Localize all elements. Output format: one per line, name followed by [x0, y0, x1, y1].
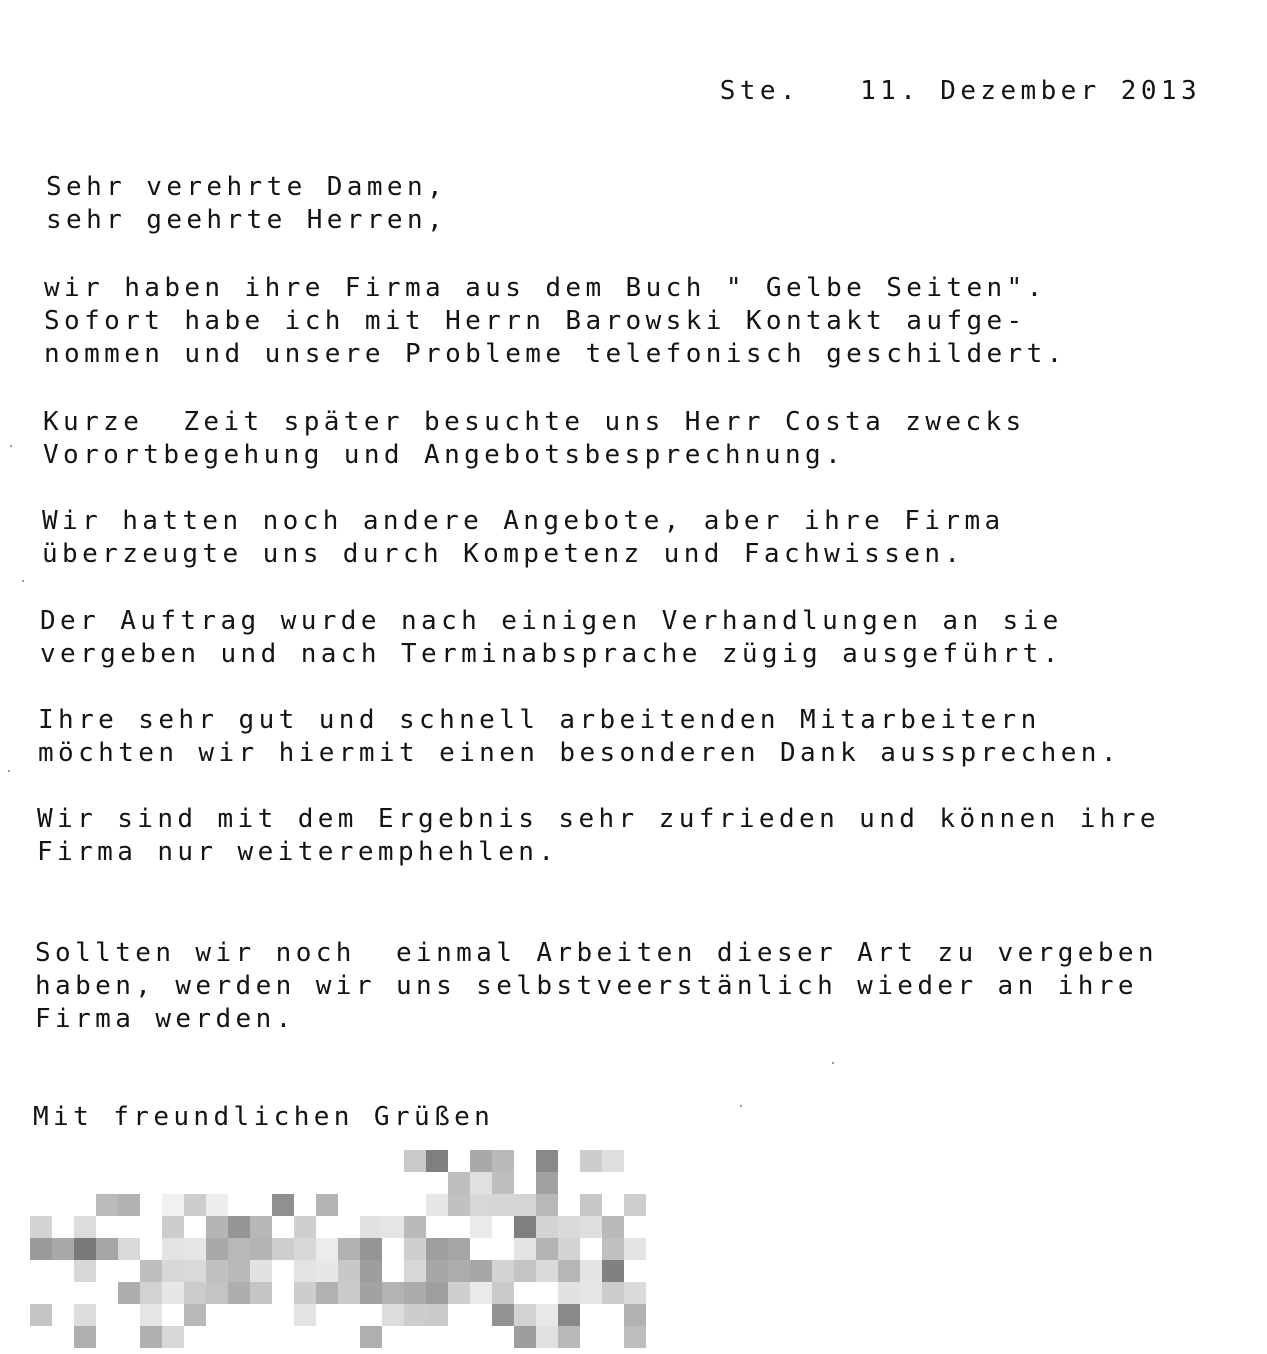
- signature-pixel: [140, 1304, 162, 1326]
- signature-pixel: [448, 1260, 470, 1282]
- dateline: Ste. 11. Dezember 2013: [719, 76, 1201, 106]
- signature-pixel: [30, 1238, 52, 1260]
- signature-pixel: [514, 1194, 536, 1216]
- signature-pixel: [470, 1282, 492, 1304]
- paragraph-6-line-2: Firma nur weiteremphehlen.: [37, 837, 559, 867]
- signature-pixel: [206, 1238, 228, 1260]
- signature-pixel: [448, 1172, 470, 1194]
- paragraph-1-line-3: nommen und unsere Probleme telefonisch geschildert.: [44, 339, 1067, 369]
- paragraph-2-line-2: Vorortbegehung und Angebotsbesprechnung.: [43, 440, 846, 470]
- signature-pixel: [338, 1260, 360, 1282]
- signature-pixel: [338, 1282, 360, 1304]
- signature-pixel: [448, 1282, 470, 1304]
- signature-pixel: [96, 1238, 118, 1260]
- signature-pixel: [558, 1282, 580, 1304]
- paragraph-1-line-2: Sofort habe ich mit Herrn Barowski Kontakt aufge-: [44, 306, 1027, 336]
- paragraph-5-line-2: möchten wir hiermit einen besonderen Dank aussprechen.: [38, 738, 1121, 768]
- signature-pixel: [492, 1282, 514, 1304]
- signature-pixel: [250, 1238, 272, 1260]
- signature-pixel: [184, 1194, 206, 1216]
- paragraph-1-line-1: wir haben ihre Firma aus dem Buch " Gelbe Seiten".: [44, 273, 1047, 303]
- signature-pixel: [118, 1238, 140, 1260]
- signature-pixel: [360, 1326, 382, 1348]
- signature-pixel: [448, 1194, 470, 1216]
- signature-pixel: [184, 1282, 206, 1304]
- paragraph-7-line-3: Firma werden.: [35, 1004, 296, 1034]
- signature-pixel: [52, 1238, 74, 1260]
- signature-pixel: [140, 1282, 162, 1304]
- signature-pixel: [74, 1326, 96, 1348]
- signature-pixel: [536, 1194, 558, 1216]
- signature-pixel: [426, 1238, 448, 1260]
- signature-pixel: [536, 1172, 558, 1194]
- signature-pixel: [514, 1238, 536, 1260]
- signature-pixel: [470, 1150, 492, 1172]
- paragraph-7-line-1: Sollten wir noch einmal Arbeiten dieser Art zu vergeben: [35, 938, 1158, 968]
- signature-pixel: [404, 1304, 426, 1326]
- signature-pixel: [228, 1260, 250, 1282]
- signature-pixel: [250, 1282, 272, 1304]
- paragraph-5-line-1: Ihre sehr gut und schnell arbeitenden Mitarbeitern: [38, 705, 1041, 735]
- paragraph-4-line-1: Der Auftrag wurde nach einigen Verhandlungen an sie: [40, 606, 1063, 636]
- signature-pixel: [316, 1260, 338, 1282]
- scan-speck: [740, 1105, 742, 1107]
- signature-pixel: [514, 1304, 536, 1326]
- signature-pixel: [382, 1282, 404, 1304]
- signature-pixel: [206, 1216, 228, 1238]
- signature-pixel: [448, 1238, 470, 1260]
- signature-pixel: [602, 1260, 624, 1282]
- signature-pixel: [536, 1238, 558, 1260]
- signature-pixel: [514, 1216, 536, 1238]
- paragraph-4-line-2: vergeben und nach Terminabsprache zügig ausgeführt.: [40, 639, 1063, 669]
- signature-pixel: [624, 1326, 646, 1348]
- signature-pixel: [294, 1238, 316, 1260]
- signature-pixel: [360, 1260, 382, 1282]
- signature-pixel: [426, 1304, 448, 1326]
- signature-pixel: [250, 1216, 272, 1238]
- pixelated-signature: [30, 1150, 650, 1350]
- paragraph-2-line-1: Kurze Zeit später besuchte uns Herr Costa zwecks: [43, 407, 1026, 437]
- signature-pixel: [382, 1304, 404, 1326]
- signature-pixel: [382, 1216, 404, 1238]
- signature-pixel: [338, 1238, 360, 1260]
- signature-pixel: [162, 1238, 184, 1260]
- signature-pixel: [140, 1326, 162, 1348]
- signature-pixel: [602, 1238, 624, 1260]
- signature-pixel: [558, 1326, 580, 1348]
- signature-pixel: [162, 1282, 184, 1304]
- signature-pixel: [404, 1216, 426, 1238]
- signature-pixel: [624, 1282, 646, 1304]
- signature-pixel: [404, 1260, 426, 1282]
- signature-pixel: [294, 1260, 316, 1282]
- signature-pixel: [536, 1150, 558, 1172]
- signature-pixel: [536, 1326, 558, 1348]
- signature-pixel: [492, 1304, 514, 1326]
- signature-pixel: [558, 1260, 580, 1282]
- signature-pixel: [162, 1260, 184, 1282]
- signature-pixel: [228, 1216, 250, 1238]
- paragraph-3-line-1: Wir hatten noch andere Angebote, aber ihre Firma: [42, 506, 1005, 536]
- signature-pixel: [492, 1194, 514, 1216]
- signature-pixel: [602, 1216, 624, 1238]
- signature-pixel: [360, 1216, 382, 1238]
- signature-pixel: [426, 1282, 448, 1304]
- signature-pixel: [492, 1150, 514, 1172]
- signature-pixel: [184, 1260, 206, 1282]
- signature-pixel: [602, 1282, 624, 1304]
- signature-pixel: [250, 1260, 272, 1282]
- greeting-line-1: Sehr verehrte Damen,: [46, 172, 448, 202]
- signature-pixel: [404, 1150, 426, 1172]
- signature-pixel: [558, 1238, 580, 1260]
- signature-pixel: [404, 1238, 426, 1260]
- signature-pixel: [536, 1260, 558, 1282]
- signature-pixel: [580, 1194, 602, 1216]
- signature-pixel: [514, 1326, 536, 1348]
- signature-pixel: [294, 1282, 316, 1304]
- signature-pixel: [470, 1172, 492, 1194]
- signature-pixel: [360, 1282, 382, 1304]
- signature-pixel: [162, 1194, 184, 1216]
- signature-pixel: [426, 1194, 448, 1216]
- signature-pixel: [536, 1304, 558, 1326]
- signature-pixel: [272, 1194, 294, 1216]
- signature-pixel: [294, 1304, 316, 1326]
- signature-pixel: [514, 1260, 536, 1282]
- signature-pixel: [206, 1260, 228, 1282]
- closing: Mit freundlichen Grüßen: [33, 1102, 495, 1132]
- paragraph-3-line-2: überzeugte uns durch Kompetenz und Fachwissen.: [42, 539, 965, 569]
- signature-pixel: [580, 1260, 602, 1282]
- signature-pixel: [470, 1216, 492, 1238]
- signature-pixel: [426, 1260, 448, 1282]
- signature-pixel: [74, 1304, 96, 1326]
- signature-pixel: [492, 1172, 514, 1194]
- paragraph-6-line-1: Wir sind mit dem Ergebnis sehr zufrieden und können ihre: [37, 804, 1160, 834]
- signature-pixel: [624, 1194, 646, 1216]
- signature-pixel: [74, 1216, 96, 1238]
- signature-pixel: [74, 1238, 96, 1260]
- scan-speck: [8, 770, 10, 772]
- signature-pixel: [228, 1282, 250, 1304]
- signature-pixel: [140, 1260, 162, 1282]
- signature-pixel: [624, 1304, 646, 1326]
- signature-pixel: [580, 1282, 602, 1304]
- signature-pixel: [316, 1194, 338, 1216]
- greeting-line-2: sehr geehrte Herren,: [46, 205, 448, 235]
- signature-pixel: [162, 1216, 184, 1238]
- signature-pixel: [184, 1304, 206, 1326]
- signature-pixel: [206, 1194, 228, 1216]
- signature-pixel: [294, 1216, 316, 1238]
- signature-pixel: [470, 1194, 492, 1216]
- signature-pixel: [360, 1238, 382, 1260]
- signature-pixel: [96, 1194, 118, 1216]
- signature-pixel: [118, 1282, 140, 1304]
- signature-pixel: [536, 1216, 558, 1238]
- signature-pixel: [162, 1326, 184, 1348]
- scan-speck: [10, 445, 12, 447]
- signature-pixel: [404, 1282, 426, 1304]
- signature-pixel: [74, 1260, 96, 1282]
- signature-pixel: [602, 1150, 624, 1172]
- signature-pixel: [316, 1238, 338, 1260]
- signature-pixel: [118, 1194, 140, 1216]
- signature-pixel: [624, 1238, 646, 1260]
- signature-pixel: [580, 1150, 602, 1172]
- scan-speck: [22, 580, 24, 582]
- scan-speck: [832, 1062, 834, 1064]
- signature-pixel: [316, 1282, 338, 1304]
- signature-pixel: [228, 1238, 250, 1260]
- paragraph-7-line-2: haben, werden wir uns selbstveerstänlich wieder an ihre: [35, 971, 1138, 1001]
- signature-pixel: [30, 1216, 52, 1238]
- signature-pixel: [470, 1260, 492, 1282]
- signature-pixel: [558, 1216, 580, 1238]
- signature-pixel: [492, 1260, 514, 1282]
- signature-pixel: [184, 1238, 206, 1260]
- signature-pixel: [580, 1216, 602, 1238]
- signature-pixel: [426, 1150, 448, 1172]
- signature-pixel: [272, 1238, 294, 1260]
- signature-pixel: [30, 1304, 52, 1326]
- signature-pixel: [558, 1304, 580, 1326]
- signature-pixel: [206, 1282, 228, 1304]
